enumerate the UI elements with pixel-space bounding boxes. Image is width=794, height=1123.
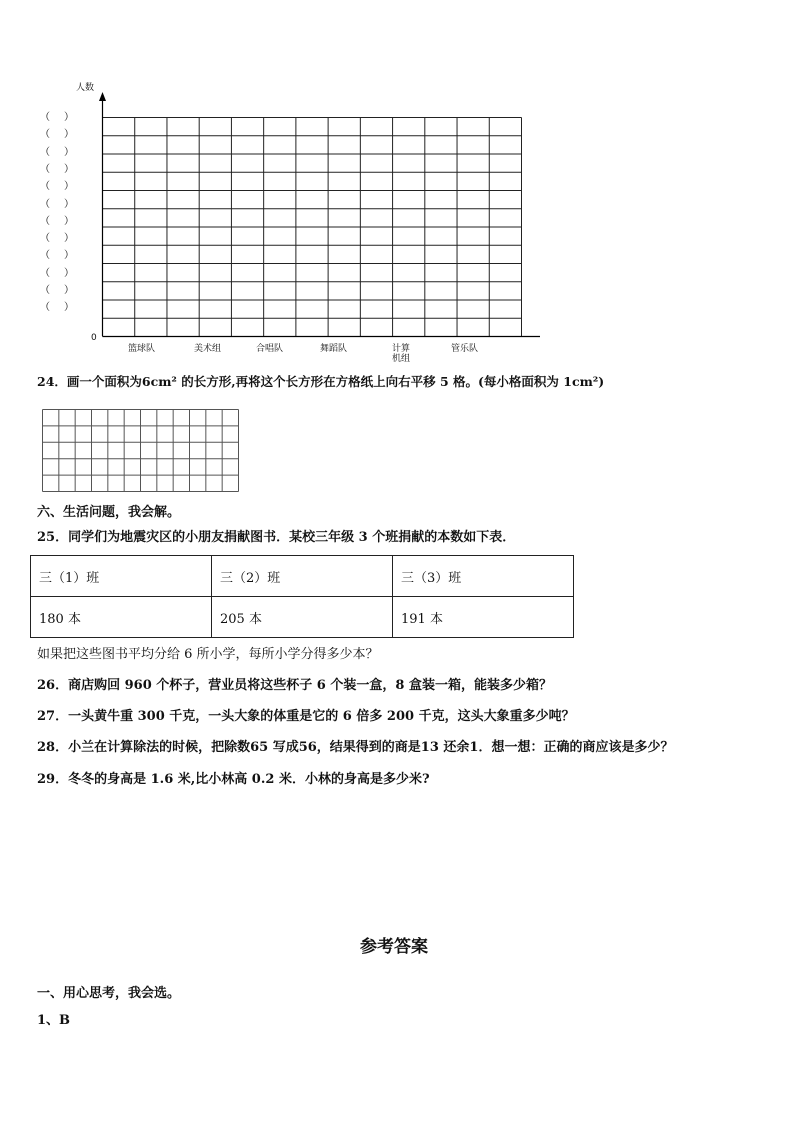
question-29: 29．冬冬的身高是 1.6 米,比小林高 0.2 米．小林的身高是多少米? — [37, 772, 430, 787]
question-28: 28．小兰在计算除法的时候，把除数65 写成56，结果得到的商是13 还余1．想一想：正确的商应该是多少？ — [37, 740, 674, 755]
x-category-label: 舞蹈队 — [320, 344, 348, 354]
table-value-class-2: 205 本 — [212, 597, 393, 638]
x-category-label: 篮球队 — [128, 344, 156, 354]
answer-1: 1、B — [37, 1013, 71, 1028]
table-header-row — [31, 556, 574, 597]
y-axis-blank: （ ） — [40, 250, 76, 262]
x-category-label: 美术组 — [194, 344, 222, 354]
q24-grid-paper — [42, 409, 242, 495]
x-category-label: 机组 — [392, 354, 411, 364]
y-axis-blank: （ ） — [40, 146, 76, 158]
question-27: 27．一头黄牛重 300 千克，一头大象的体重是它的 6 倍多 200 千克，这头大象重多少吨？ — [37, 709, 575, 724]
x-category-label: 合唱队 — [256, 344, 284, 354]
y-axis-blank: （ ） — [40, 302, 76, 314]
table-value-class-1: 180 本 — [31, 597, 212, 638]
answers-title: 参考答案 — [360, 937, 428, 957]
y-axis-blank: （ ） — [40, 112, 76, 123]
y-axis-blank: （ ） — [40, 129, 76, 141]
donation-table — [30, 555, 574, 638]
question-25-ask: 如果把这些图书平均分给 6 所小学，每所小学分得多少本？ — [37, 647, 379, 662]
y-axis-blank: （ ） — [40, 285, 76, 296]
question-24: 24．画一个面积为6cm² 的长方形,再将这个长方形在方格纸上向右平移 5 格。(每小格面积为 1cm²) — [37, 374, 605, 389]
bar-chart-grid — [0, 0, 794, 380]
table-value-row — [31, 597, 574, 638]
y-axis-blank: （ ） — [40, 233, 76, 245]
y-axis-blank: （ ） — [40, 163, 76, 175]
table-value-class-3: 191 本 — [393, 597, 574, 638]
question-26: 26．商店购回 960 个杯子，营业员将这些杯子 6 个装一盒，8 盒装一箱，能装多少箱？ — [37, 678, 552, 693]
table-header-class-2: 三（2）班 — [212, 556, 393, 597]
y-axis-label: 人数 — [76, 83, 95, 93]
section-6-title: 六、生活问题，我会解。 — [37, 505, 181, 520]
x-category-label: 管乐队 — [451, 344, 479, 354]
table-header-class-1: 三（1）班 — [31, 556, 212, 597]
question-25: 25．同学们为地震灾区的小朋友捐献图书．某校三年级 3 个班捐献的本数如下表． — [37, 530, 516, 545]
x-category-label: 计算 — [392, 344, 411, 354]
y-axis-blank: （ ） — [40, 181, 76, 193]
y-axis-blank: （ ） — [40, 198, 76, 210]
y-axis-arrow — [99, 92, 106, 101]
y-axis-blank: （ ） — [40, 267, 76, 279]
y-axis-blank: （ ） — [40, 215, 76, 227]
origin-label: 0 — [91, 333, 97, 343]
answers-section-1: 一、用心思考，我会选。 — [37, 986, 181, 1001]
table-header-class-3: 三（3）班 — [393, 556, 574, 597]
